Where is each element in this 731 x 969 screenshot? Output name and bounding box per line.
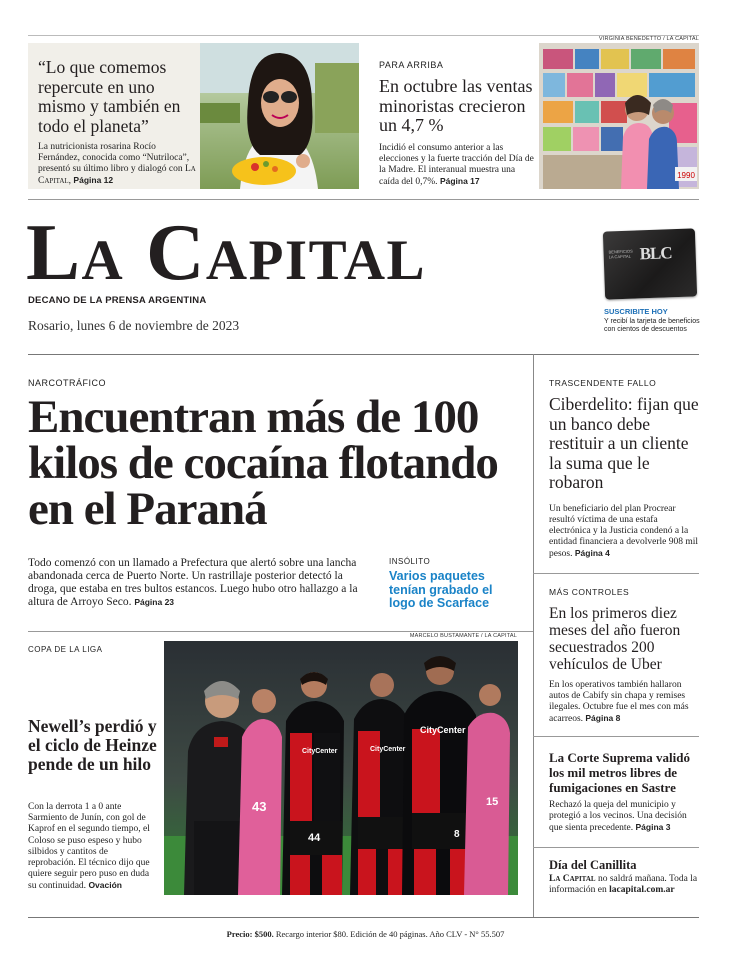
- right-s3-headline[interactable]: La Corte Suprema validó los mil metros libres de fumigaciones en Sastre: [549, 750, 690, 795]
- right-column-divider: [533, 354, 534, 917]
- nutritionist-photo-art: [200, 43, 359, 189]
- right-s4-body: [549, 874, 701, 896]
- sponsor-text-1: CityCenter: [302, 748, 338, 755]
- newells-photo-art: [164, 641, 518, 895]
- right-s3-page: Página 3: [635, 822, 671, 832]
- masthead-bottom-rule: [28, 354, 699, 355]
- right-s2-kicker: MÁS CONTROLES: [549, 587, 630, 597]
- lead-body-text: Todo comenzó con un llamado a Prefectura que alertó sobre una lancha abandonada cerca de Puerto Norte. Un rastrillaje posterior detectó la droga, que estaba en tres bultos estancos. Luego hubo otro hallazgo a la altura de Arroyo Seco.: [28, 557, 358, 608]
- benefit-card-small: BENEFICIOS LA CAPITAL: [608, 248, 633, 260]
- footer-price: Precio: $500.: [226, 929, 274, 939]
- masthead-date: Rosario, lunes 6 de noviembre de 2023: [28, 318, 240, 333]
- shirt-number-3: 8: [454, 829, 460, 840]
- sport-body-text: Con la derrota 1 a 0 ante Sarmiento de Junín, con gol de Kaprof en el segundo tiempo, el Coloso se puso espeso y hubo silbidos y cantitos de reprobación. El técnico dijo que quiere seguir pero puso en duda su continuidad.: [28, 802, 150, 892]
- top-left-brand: La Capital: [38, 164, 196, 186]
- shop-photo-art: [539, 43, 699, 189]
- shirt-number-2: 44: [308, 832, 321, 844]
- footer-rest: Recargo interior $80. Edición de 40 páginas. Año CLV - N° 55.507: [275, 929, 505, 939]
- right-s2-headline[interactable]: En los primeros diez meses del año fueron secuestrados 200 vehículos de Uber: [549, 605, 681, 673]
- right-s2-body-text: En los operativos también hallaron autos de Cabify sin chapa y remises ilegales. Octubre fue el mes con más acarreos.: [549, 680, 689, 724]
- right-s1-page: Página 4: [574, 548, 610, 558]
- right-s1-headline[interactable]: Ciberdelito: fijan que un banco debe restituir a un cliente la suma que le robaron: [549, 394, 699, 492]
- shop-price-tag: 1990: [677, 171, 695, 180]
- sponsor-text-3: CityCenter: [420, 725, 466, 735]
- right-rule-3: [533, 847, 699, 848]
- lead-side-headline[interactable]: Varios paquetes tenían grabado el logo de Scarface: [389, 569, 493, 610]
- right-s4-site[interactable]: lacapital.com.ar: [609, 885, 675, 895]
- right-s4-headline[interactable]: Día del Canillita: [549, 858, 637, 872]
- lead-side-kicker: INSÓLITO: [389, 557, 431, 566]
- right-s2-page: Página 8: [585, 713, 621, 723]
- right-s3-body-text: Rechazó la queja del municipio y protegió a los vecinos. Una decisión que sienta precedente.: [549, 800, 687, 833]
- sport-body: [28, 802, 158, 893]
- top-left-quote[interactable]: “Lo que comemos repercute en uno mismo y también en todo el planeta”: [38, 57, 181, 136]
- top-right-page: Página 17: [439, 176, 480, 186]
- nutritionist-photo[interactable]: [200, 43, 359, 189]
- top-right-body: [379, 143, 534, 188]
- shop-photo[interactable]: [539, 43, 699, 189]
- right-s1-body-text: Un beneficiario del plan Procrear resultó víctima de una estafa electrónica y la Justicia condenó a la entidad financiera a devolverle 908 mil pesos.: [549, 504, 699, 559]
- right-s3-body: [549, 800, 701, 834]
- top-right-kicker: PARA ARRIBA: [379, 60, 444, 70]
- right-rule-1: [533, 573, 699, 574]
- right-s1-kicker: TRASCENDENTE FALLO: [549, 378, 657, 388]
- shirt-number-4: 15: [486, 796, 499, 808]
- benefit-card-logo: BLC: [639, 243, 672, 264]
- sport-headline[interactable]: Newell’s perdió y el ciclo de Heinze pende de un hilo: [28, 716, 157, 774]
- masthead-tagline: DECANO DE LA PRENSA ARGENTINA: [28, 295, 207, 306]
- right-s4-body-text: no saldrá mañana. Toda la información en: [549, 874, 698, 895]
- top-strip-bottom-rule: [28, 199, 699, 200]
- top-left-page: Página 12: [73, 175, 114, 185]
- top-right-credit: VIRGINIA BENEDETTO / LA CAPITAL: [598, 36, 699, 42]
- top-right-body-text: Incidió el consumo anterior a las elecciones y la fuerte tracción del Día de la Madre. El interanual muestra una caída del 0,7%.: [379, 143, 534, 187]
- newells-photo[interactable]: [164, 641, 518, 895]
- right-s2-body: [549, 680, 701, 725]
- right-s1-body: [549, 504, 699, 560]
- right-s4-brand: La Capital: [549, 874, 596, 884]
- benefit-card[interactable]: [603, 228, 697, 299]
- shirt-number-1: 43: [252, 799, 267, 814]
- footer-line: [0, 929, 731, 939]
- top-right-headline[interactable]: En octubre las ventas minoristas crecieron un 4,7 %: [379, 76, 533, 135]
- masthead-title[interactable]: La Capital: [26, 207, 427, 297]
- sport-photo-credit: MARCELO BUSTAMANTE / LA CAPITAL: [409, 633, 517, 639]
- subscribe-label[interactable]: SUSCRIBITE HOY: [604, 307, 668, 316]
- top-left-body-text: La nutricionista rosarina Rocío Fernández, conocida como “Nutriloca”, presentó su último libro y dialogó con: [38, 142, 190, 174]
- top-left-body: La nutricionista rosarina Rocío Fernández, conocida como “Nutriloca”, presentó su último libro y dialogó con La Capital, Página 12: [38, 142, 196, 186]
- lead-kicker: NARCOTRÁFICO: [28, 378, 106, 388]
- sport-page: Ovación: [88, 880, 122, 891]
- subscribe-body: Y recibí la tarjeta de beneficios con cientos de descuentos: [604, 318, 700, 333]
- lead-headline[interactable]: Encuentran más de 100 kilos de cocaína flotando en el Paraná: [28, 391, 498, 535]
- lead-body: [28, 557, 373, 609]
- lead-page: Página 23: [134, 597, 175, 607]
- sponsor-text-2: CityCenter: [370, 746, 406, 753]
- footer-rule: [28, 917, 699, 918]
- sport-kicker: COPA DE LA LIGA: [28, 645, 103, 654]
- lead-bottom-rule: [28, 631, 533, 632]
- right-rule-2: [533, 736, 699, 737]
